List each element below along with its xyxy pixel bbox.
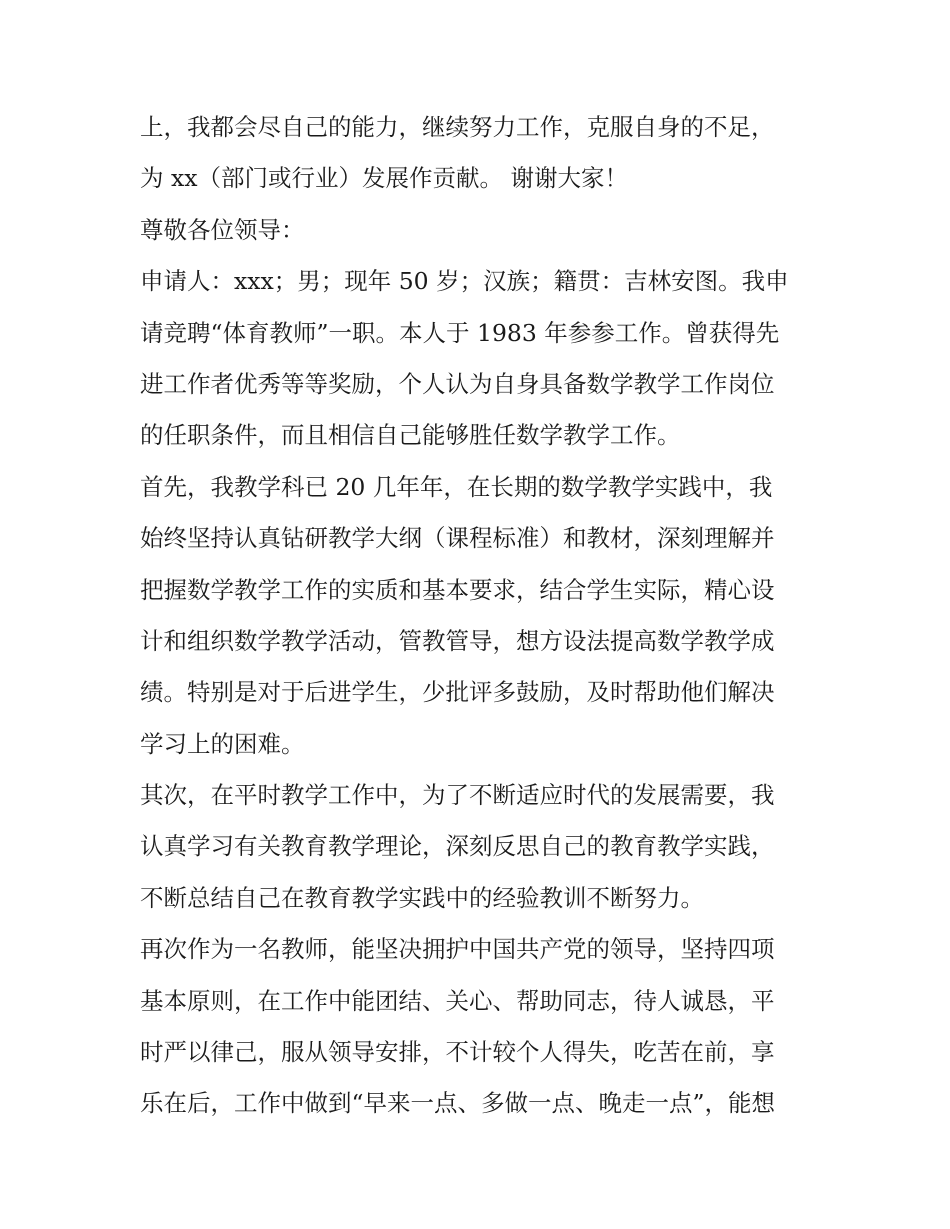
text-line-17: 再次作为一名教师，能坚决拥护中国共产党的领导，坚持四项 — [140, 935, 775, 964]
text-line-16: 不断总结自己在教育教学实践中的经验教训不断努力。 — [140, 883, 704, 912]
document-body — [140, 102, 820, 1130]
text-line-14: 其次，在平时教学工作中，为了不断适应时代的发展需要，我 — [140, 781, 775, 810]
text-line-9: 始终坚持认真钻研教学大纲（课程标准）和教材，深刻理解并 — [140, 524, 775, 553]
text-line-20: 乐在后，工作中做到“早来一点、多做一点、晚走一点”，能想 — [140, 1089, 776, 1118]
text-line-19: 时严以律己，服从领导安排，不计较个人得失，吃苦在前，享 — [140, 1038, 775, 1067]
text-line-8: 首先，我教学科已 20 几年年，在长期的数学教学实践中，我 — [140, 472, 773, 501]
text-line-7: 的任职条件，而且相信自己能够胜任数学教学工作。 — [140, 421, 681, 450]
text-line-11: 计和组织数学教学活动，管教管导，想方设法提高数学教学成 — [140, 626, 775, 655]
text-line-15: 认真学习有关教育教学理论，深刻反思自己的教育教学实践， — [140, 832, 775, 861]
salutation-line: 尊敬各位领导： — [140, 215, 305, 244]
text-line-12: 绩。特别是对于后进学生，少批评多鼓励，及时帮助他们解决 — [140, 678, 775, 707]
text-line-13: 学习上的困难。 — [140, 729, 305, 758]
text-line-18: 基本原则，在工作中能团结、关心、帮助同志，待人诚恳，平 — [140, 986, 775, 1015]
text-line-1: 上，我都会尽自己的能力，继续努力工作，克服自身的不足， — [140, 113, 775, 141]
text-line-10: 把握数学教学工作的实质和基本要求，结合学生实际，精心设 — [140, 575, 775, 604]
text-line-4: 申请人：xxx；男；现年 50 岁；汉族；籍贯：吉林安图。我申 — [140, 267, 789, 296]
text-line-6: 进工作者优秀等等奖励，个人认为自身具备数学教学工作岗位 — [140, 369, 775, 398]
text-line-5: 请竞聘“体育教师”一职。本人于 1983 年参参工作。曾获得先 — [140, 318, 780, 347]
text-line-2: 为 xx（部门或行业）发展作贡献。 谢谢大家！ — [140, 164, 628, 193]
